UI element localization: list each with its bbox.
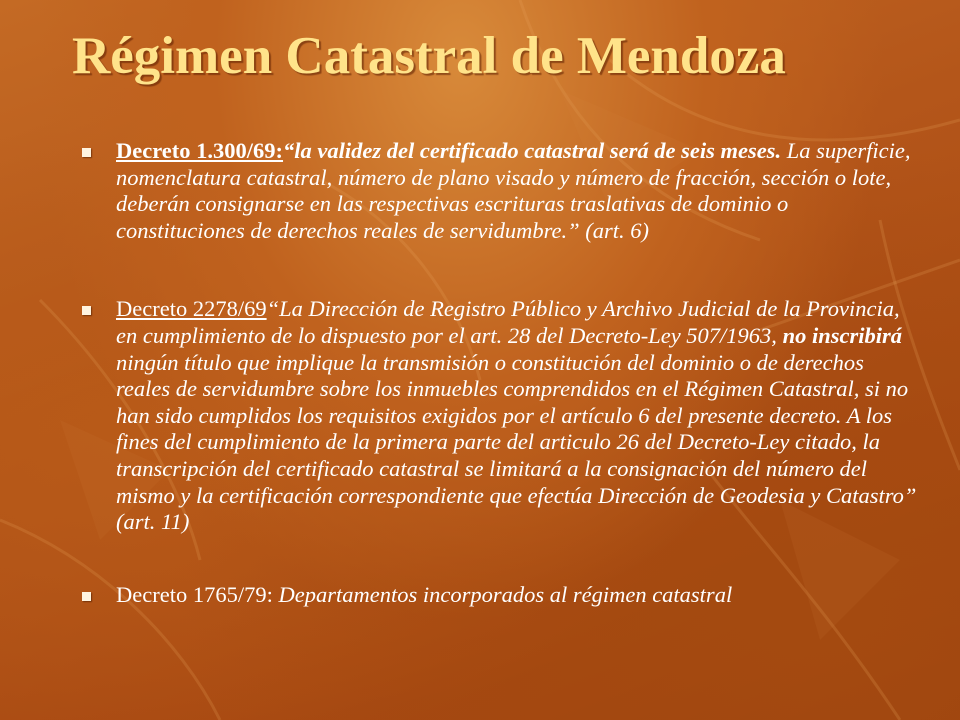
bullet-item-decreto-1765: [82, 582, 922, 609]
slide-title: Régimen Catastral de Mendoza: [72, 27, 786, 85]
decree-quote: La superficie, nomenclatura catastral, número de plano visado y número de fracción, sección o lote, deberán consignarse en las respectivas escrituras traslativas de dominio o constituciones de derechos reales de servidumbre.” (art. 6): [116, 138, 911, 243]
bullet-item-decreto-2278: [82, 296, 922, 535]
decree-reference: Decreto 1765/79:: [116, 581, 273, 607]
square-bullet-icon: [82, 592, 91, 601]
bullet-item-decreto-1300: [82, 138, 922, 244]
square-bullet-icon: [82, 148, 91, 157]
decree-description: Departamentos incorporados al régimen catastral: [272, 581, 733, 607]
decree-quote-emphasis: no inscribirá: [782, 322, 902, 348]
decree-quote: ningún título que implique la transmisión o constitución del dominio o de derechos reales de servidumbre sobre los inmuebles comprendidos en el Régimen Catastral, si no han sido cumplidos los requisitos exigidos por el artículo 6 del presente decreto. A los fines del cumplimiento de la primera parte del articulo 26 del Decreto-Ley citado, la transcripción del certificado catastral se limitará a la consignación del número del mismo y la certificación correspondiente que efectúa Dirección de Geodesia y Catastro” (art. 11): [116, 349, 917, 535]
decree-reference: Decreto 2278/69: [116, 296, 267, 322]
square-bullet-icon: [82, 306, 91, 315]
bullet-list: [82, 138, 922, 608]
decree-quote-emphasis: “la validez del certificado catastral será de seis meses.: [283, 138, 782, 163]
decree-reference: Decreto 1.300/69:: [116, 138, 284, 163]
decree-quote: “La Dirección de Registro Público y Archivo Judicial de la Provincia, en cumplimiento de lo dispuesto por el art. 28 del Decreto-Ley 507/1963,: [116, 296, 900, 348]
